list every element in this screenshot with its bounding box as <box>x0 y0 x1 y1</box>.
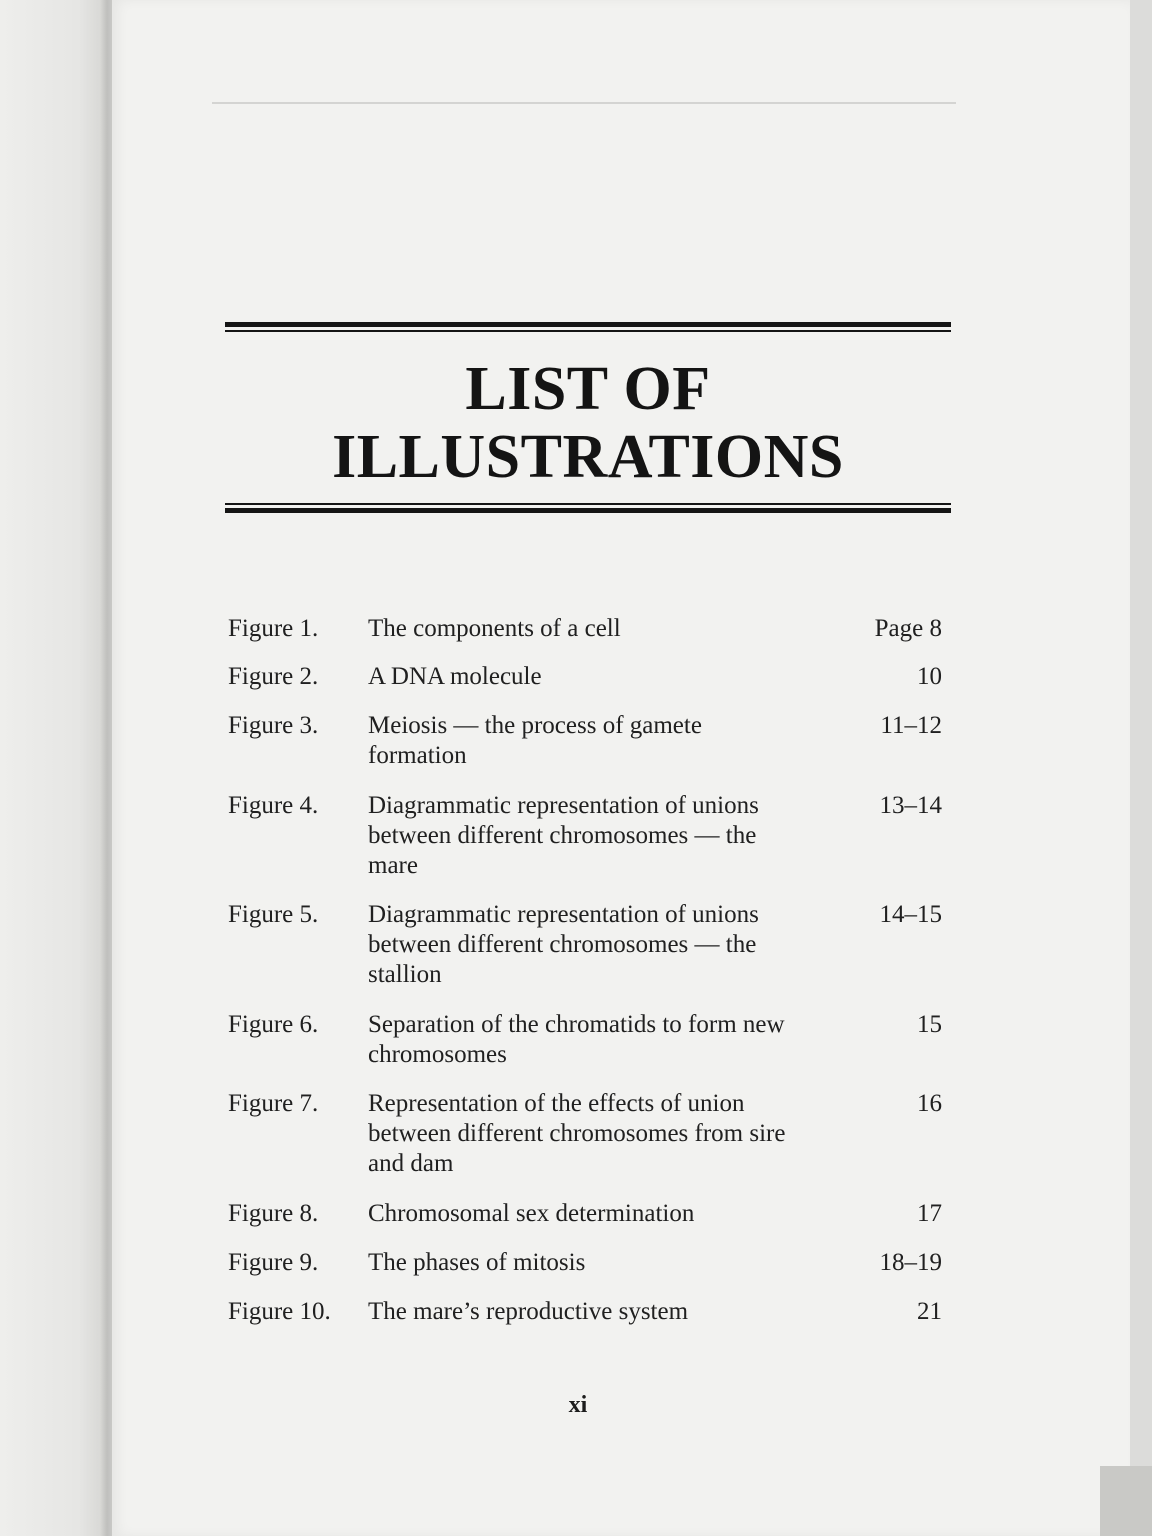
title-rule-bottom <box>225 503 951 513</box>
figure-page: 17 <box>917 1200 942 1227</box>
title-line-1: LIST OF <box>465 355 711 423</box>
figure-label: Figure 7. <box>228 1090 319 1117</box>
figure-page: 10 <box>917 663 942 690</box>
figure-title: Diagrammatic representation of unions between different chromosomes — the stallion <box>368 901 759 988</box>
figure-title: Meiosis — the process of gamete formation <box>368 712 702 769</box>
figure-label: Figure 5. <box>228 901 319 928</box>
figure-label: Figure 6. <box>228 1011 319 1038</box>
illustrations-list <box>228 614 942 1327</box>
list-item <box>228 1248 942 1278</box>
figure-label: Figure 2. <box>228 663 319 690</box>
figure-page: 14–15 <box>879 901 942 928</box>
page-title <box>225 355 951 491</box>
figure-page: 16 <box>917 1090 942 1117</box>
list-item <box>228 614 942 644</box>
figure-title: The mare’s reproductive system <box>368 1298 689 1325</box>
figure-title: The phases of mitosis <box>368 1249 586 1276</box>
background-surface <box>1130 0 1152 1536</box>
figure-title: Separation of the chromatids to form new chromosomes <box>368 1011 785 1068</box>
show-through-rule <box>212 102 956 104</box>
figure-page: 11–12 <box>880 712 942 739</box>
figure-title: Representation of the effects of union between different chromosomes from sire and dam <box>368 1090 786 1177</box>
list-item <box>228 1089 942 1179</box>
list-item <box>228 1010 942 1070</box>
figure-label: Figure 9. <box>228 1249 319 1276</box>
figure-title: Diagrammatic representation of unions between different chromosomes — the mare <box>368 792 759 879</box>
figure-title: The components of a cell <box>368 615 621 642</box>
list-item <box>228 1199 942 1229</box>
figure-page: 21 <box>917 1298 942 1325</box>
figure-label: Figure 4. <box>228 792 319 819</box>
list-item <box>228 711 942 771</box>
figure-page: 18–19 <box>879 1249 942 1276</box>
title-line-2: ILLUSTRATIONS <box>332 423 844 491</box>
figure-label: Figure 10. <box>228 1298 331 1325</box>
figure-page: 15 <box>917 1011 942 1038</box>
page-number: xi <box>568 1392 588 1418</box>
facing-page-edge <box>0 0 112 1536</box>
figure-label: Figure 3. <box>228 712 319 739</box>
table-surface <box>1100 1466 1152 1536</box>
list-item <box>228 1297 942 1327</box>
figure-title: Chromosomal sex determination <box>368 1200 695 1227</box>
list-item <box>228 791 942 881</box>
figure-label: Figure 1. <box>228 615 319 642</box>
list-item <box>228 900 942 990</box>
title-rule-top <box>225 322 951 332</box>
figure-title: A DNA molecule <box>368 663 542 690</box>
figure-page: Page 8 <box>874 615 942 642</box>
figure-page: 13–14 <box>879 792 942 819</box>
list-item <box>228 662 942 692</box>
figure-label: Figure 8. <box>228 1200 319 1227</box>
